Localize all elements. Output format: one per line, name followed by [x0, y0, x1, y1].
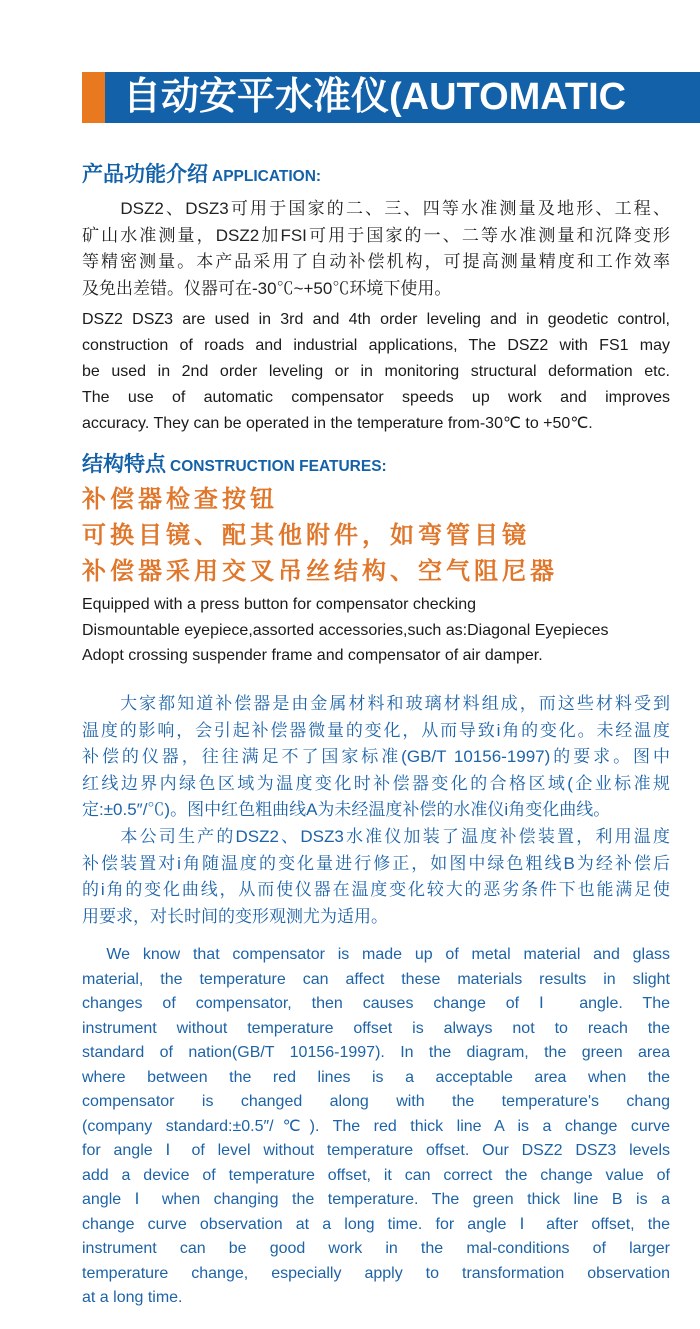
text-line: be used in 2nd order leveling or in monitoring structural deformation etc.	[82, 363, 670, 380]
text-line: standard of nation(GB/T 10156-1997). In the diagram, the green area	[82, 1044, 670, 1061]
construction-features-en	[82, 592, 670, 669]
construction-heading	[82, 448, 387, 478]
text-line: 红线边界内绿色区域为温度变化时补偿器变化的合格区域(企业标准规	[82, 773, 670, 793]
text-line: 的i角的变化曲线，从而使仪器在温度变化较大的恶劣条件下也能满足使	[82, 880, 670, 900]
text-line: Dismountable eyepiece,assorted accessories,such as:Diagonal Eyepieces	[82, 621, 609, 639]
text-line: 等精密测量。本产品采用了自动补偿机构，可提高测量精度和工作效率	[82, 252, 670, 271]
text-line: 本公司生产的DSZ2、DSZ3水准仪加装了温度补偿装置，利用温度	[82, 826, 670, 846]
text-line: angle Ⅰ when changing the temperature. The green thick line B is a	[82, 1191, 670, 1208]
text-line: construction of roads and industrial applications, The DSZ2 with FS1 may	[82, 337, 670, 354]
text-line: 可换目镜、配其他附件，如弯管目镜	[82, 522, 530, 549]
construction-heading-en: CONSTRUCTION FEATURES:	[170, 458, 387, 475]
text-line: 补偿的仪器，往往满足不了国家标准(GB/T 10156-1997)的要求。图中	[82, 747, 670, 767]
text-line: 补偿器采用交叉吊丝结构、空气阻尼器	[82, 558, 558, 585]
text-line: instrument without temperature offset is always not to reach the	[82, 1019, 670, 1037]
title-accent-stripe	[82, 72, 105, 123]
text-line: The use of automatic compensator speeds up work and improves	[82, 389, 670, 406]
text-line: DSZ2 DSZ3 are used in 3rd and 4th order leveling and in geodetic control,	[82, 311, 670, 328]
application-en-text	[82, 307, 670, 437]
text-line: instrument can be good work in the mal-conditions of larger	[82, 1240, 670, 1257]
description-en-text	[82, 943, 670, 1311]
text-line: material, the temperature can affect these materials results in slight	[82, 970, 670, 988]
text-line: temperature change, especially apply to transformation observation	[82, 1264, 670, 1282]
application-cn-text	[82, 196, 670, 302]
text-line: 大家都知道补偿器是由金属材料和玻璃材料组成，而这些材料受到	[82, 694, 670, 713]
text-line: 矿山水准测量，DSZ2加FSI可用于国家的一、二等水准测量和沉降变形	[82, 225, 670, 245]
text-line: where between the red lines is a acceptable area when the	[82, 1068, 670, 1086]
text-line: 用要求，对长时间的变形观测尤为适用。	[82, 906, 388, 926]
text-line: for angle Ⅰ of level without temperature offset. Our DSZ2 DSZ3 levels	[82, 1142, 670, 1159]
page-title: 自动安平水准仪(AUTOMATIC	[105, 72, 700, 123]
text-line: 补偿器检查按钮	[82, 486, 278, 513]
text-line: (company standard:±0.5″/℃). The red thick line A is a change curve	[82, 1117, 670, 1135]
application-heading	[82, 158, 321, 188]
text-line: at a long time.	[82, 1289, 183, 1306]
application-heading-en: APPLICATION:	[212, 168, 322, 185]
text-line: add a device of temperature offset, it can correct the change value of	[82, 1166, 670, 1184]
text-line: change curve observation at a long time. for angle Ⅰ after offset, the	[82, 1215, 670, 1233]
application-heading-cn: 产品功能介绍	[82, 163, 208, 186]
text-line: DSZ2、DSZ3可用于国家的二、三、四等水准测量及地形、工程、	[82, 199, 670, 218]
text-line: 温度的影响，会引起补偿器微量的变化，从而导致i角的变化。未经温度	[82, 720, 670, 740]
text-line: 补偿装置对i角随温度的变化量进行修正，如图中绿色粗线B为经补偿后	[82, 853, 670, 873]
text-line: compensator is changed along with the temperature's chang	[82, 1093, 670, 1110]
construction-heading-cn: 结构特点	[82, 453, 166, 476]
text-line: Equipped with a press button for compensator checking	[82, 596, 477, 613]
description-cn-text	[82, 691, 670, 930]
text-line: changes of compensator, then causes change of Ⅰ angle. The	[82, 995, 670, 1012]
text-line: We know that compensator is made up of metal material and glass	[82, 946, 670, 963]
text-line: 定:±0.5″/℃)。图中红色粗曲线A为未经温度补偿的水准仪i角变化曲线。	[82, 800, 611, 820]
text-line: 及免出差错。仪器可在-30℃~+50℃环境下使用。	[82, 278, 452, 298]
text-line: accuracy. They can be operated in the temperature from-30℃ to +50℃.	[82, 415, 593, 432]
construction-features-cn	[82, 482, 670, 590]
text-line: Adopt crossing suspender frame and compensator of air damper.	[82, 647, 543, 664]
